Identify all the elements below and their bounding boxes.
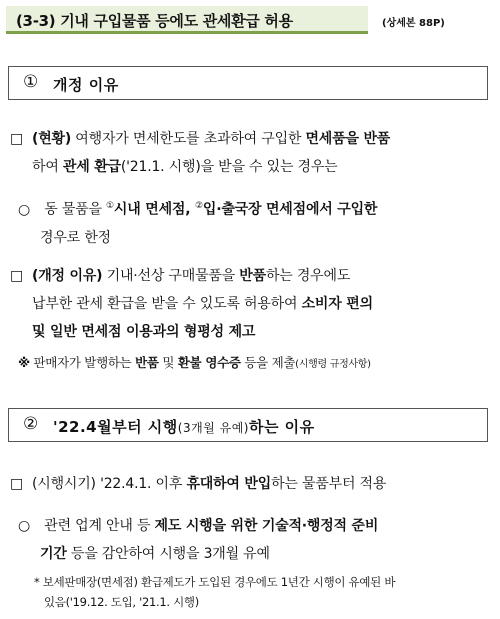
text-run: 관련 업계 안내 등: [40, 518, 155, 534]
text-aside: (3개월 유예): [177, 421, 249, 435]
checkbox-bullet: □: [10, 268, 24, 284]
footnote: [34, 572, 395, 612]
tag-label: (현황): [32, 131, 72, 147]
text-emphasis: 환불 영수증: [177, 355, 241, 370]
circle-bullet: ○: [18, 201, 31, 218]
checkbox-bullet: □: [10, 476, 24, 492]
title-bar: [6, 6, 368, 34]
text-run: 하는 물품부터 적용: [271, 476, 387, 492]
section-label: 개정 이유: [53, 76, 119, 94]
text-emphasis: 시내 면세점,: [113, 201, 196, 218]
text-emphasis: 기간: [40, 546, 67, 562]
text-run: 하는 경우에도: [265, 268, 351, 284]
text-run: 등을 제출: [240, 355, 296, 370]
paragraph-current-status: [10, 125, 390, 181]
text-run: 등을 감안하여 시행을 3개월 유예: [66, 546, 270, 562]
text-emphasis: 반품: [135, 355, 159, 370]
footnote-line: 있음('19.12. 도입, '21.1. 시행): [44, 595, 199, 609]
tag-label: (개정 이유): [32, 268, 103, 284]
reference-note: (상세본 88P): [382, 18, 445, 29]
text-run: 하여: [32, 159, 63, 175]
text-emphasis: 입·출국장 면세점에서 구입한: [202, 201, 378, 218]
paragraph-reason: [10, 262, 373, 346]
reference-mark: ※: [18, 355, 30, 370]
section-number: ①: [23, 72, 39, 92]
paragraph-line: [18, 540, 378, 568]
footnote-line: * 보세판매장(면세점) 환급제도가 도입된 경우에도 1년간 시행이 유예된 바: [34, 575, 396, 589]
text-emphasis: 휴대하여 반입: [186, 476, 272, 492]
paragraph-restriction: [18, 192, 377, 252]
text-run: ('21.1. 시행)을 받을 수 있는 경우는: [120, 159, 338, 175]
text-aside: (시행령 규정사항): [295, 359, 371, 370]
paragraph-effective-date: [10, 470, 386, 498]
section-number: ②: [23, 414, 39, 434]
paragraph-line: [10, 290, 373, 318]
circle-bullet: ○: [18, 518, 31, 534]
text-run: 기내·선상 구매물품을: [102, 268, 240, 284]
paragraph-line: 및 일반 면세점 이용과의 형평성 제고: [32, 324, 256, 340]
text-run: 및: [158, 355, 178, 370]
text-emphasis: 소비자 편의: [301, 296, 373, 312]
page-title: (3-3) 기내 구입물품 등에도 관세환급 허용: [16, 12, 293, 30]
checkbox-bullet: □: [10, 131, 24, 147]
note-receipt: [18, 353, 371, 375]
text-emphasis: 관세 환급: [62, 159, 121, 175]
superscript-marker: ②: [195, 201, 203, 211]
text-emphasis: 면세품을 반품: [305, 131, 391, 147]
paragraph-line: [10, 153, 390, 181]
text-run: 동 물품을: [40, 201, 107, 218]
section-heading-2: [8, 408, 488, 442]
text-emphasis: 제도 시행을 위한 기술적·행정적 준비: [154, 518, 379, 534]
text-emphasis: 반품: [239, 268, 266, 284]
text-run: (시행시기) '22.4.1. 이후: [32, 476, 187, 492]
section-label: [53, 416, 315, 437]
paragraph-line: 경우로 한정: [40, 229, 111, 246]
text-run: '22.4월부터 시행: [53, 418, 178, 436]
paragraph-grace-period: [18, 512, 378, 568]
text-run: 판매자가 발행하는: [29, 355, 136, 370]
superscript-marker: ①: [106, 201, 114, 211]
text-run: 납부한 관세 환급을 받을 수 있도록 허용하여: [32, 296, 302, 312]
section-heading-1: [8, 66, 488, 100]
text-run: 하는 이유: [248, 418, 315, 436]
text-run: 여행자가 면세한도를 초과하여 구입한: [71, 131, 306, 147]
